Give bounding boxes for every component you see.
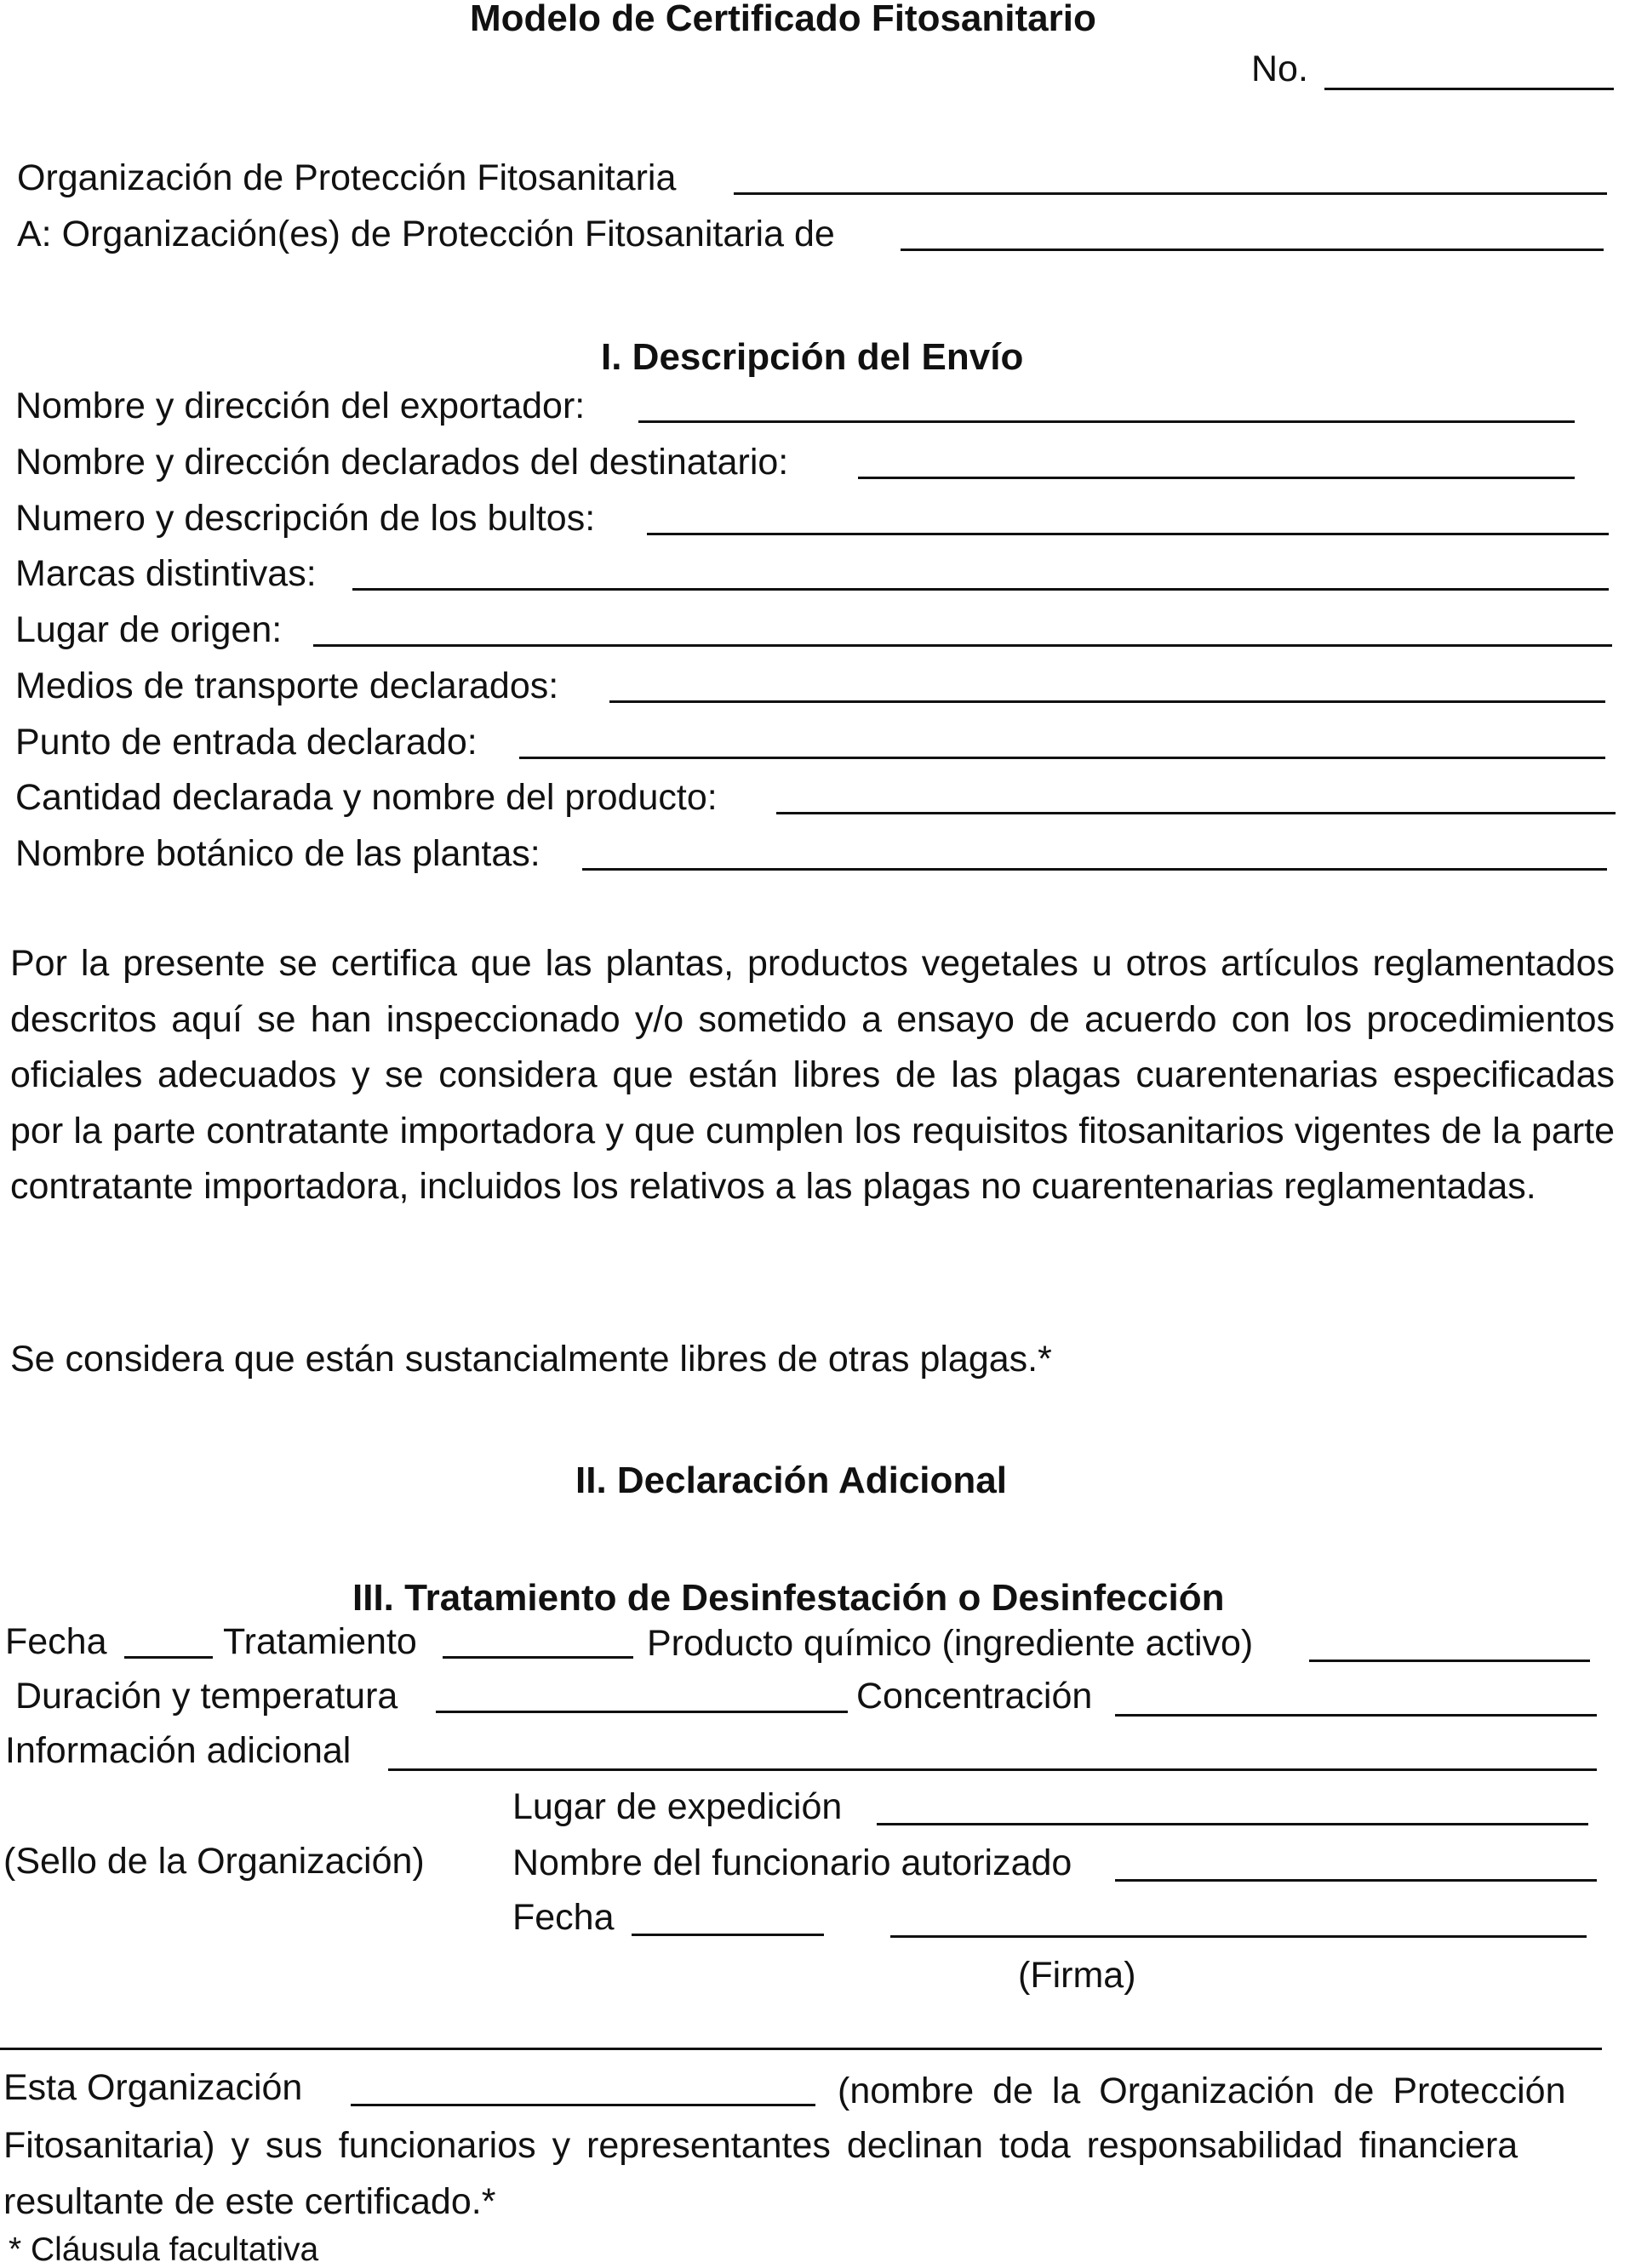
certification-statement: Por la presente se certifica que las plantas, productos vegetales u otros artículos reglamentados descritos aquí se han inspeccionado y/o sometido a ensayo de acuerdo con los procedimientos oficiales adecuados y se considera que están libres de las plagas cuarentenarias especificadas por la parte contratante importadora y que cumplen los requisitos fitosanitarios vigentes de la parte contratante importadora, incluidos los relativos a las plagas no cuarentenarias reglamentadas.: [10, 943, 1615, 1207]
disclaimer-line3: resultante de este certificado.*: [3, 2181, 496, 2222]
botanical-name-label: Nombre botánico de las plantas:: [15, 833, 540, 874]
issue-date-field[interactable]: [632, 1934, 824, 1936]
additional-info-label: Información adicional: [5, 1730, 352, 1771]
to-org-field[interactable]: [901, 249, 1604, 251]
organization-seal: (Sello de la Organización): [3, 1841, 425, 1882]
certificate-number-field[interactable]: [1324, 88, 1614, 90]
place-of-issue-field[interactable]: [877, 1823, 1588, 1825]
optional-clause-footnote: * Cláusula facultativa: [9, 2231, 319, 2268]
chemical-label: Producto químico (ingrediente activo): [647, 1623, 1254, 1664]
treatment-date-label: Fecha: [5, 1621, 107, 1662]
duration-temperature-label: Duración y temperatura: [15, 1676, 398, 1717]
section-3-heading: III. Tratamiento de Desinfestación o Desinfección: [352, 1577, 1225, 1619]
chemical-field[interactable]: [1309, 1660, 1590, 1662]
section-1-heading: I. Descripción del Envío: [601, 336, 1024, 378]
exporter-field[interactable]: [638, 420, 1575, 423]
place-of-issue-label: Lugar de expedición: [512, 1786, 843, 1827]
from-org-field[interactable]: [734, 192, 1607, 195]
transport-field[interactable]: [609, 700, 1605, 703]
marks-field[interactable]: [352, 588, 1609, 591]
authorized-officer-field[interactable]: [1115, 1879, 1597, 1882]
packages-label: Numero y descripción de los bultos:: [15, 498, 596, 539]
botanical-name-field[interactable]: [582, 868, 1607, 871]
separator-rule: [0, 2048, 1602, 2050]
concentration-label: Concentración: [856, 1676, 1093, 1717]
marks-label: Marcas distintivas:: [15, 553, 317, 594]
treatment-field[interactable]: [443, 1656, 633, 1659]
authorized-officer-label: Nombre del funcionario autorizado: [512, 1842, 1072, 1883]
disclaimer-start: Esta Organización: [3, 2067, 303, 2108]
from-org-label: Organización de Protección Fitosanitaria: [17, 157, 677, 198]
packages-field[interactable]: [647, 533, 1609, 535]
to-org-label: A: Organización(es) de Protección Fitosanitaria de: [17, 214, 835, 254]
signature-caption: (Firma): [1018, 1955, 1136, 1996]
certificate-number-label: No.: [1251, 49, 1308, 89]
disclaimer-line1-rest: (nombre de la Organización de Protección: [838, 2071, 1566, 2111]
consignee-field[interactable]: [858, 477, 1575, 479]
treatment-label: Tratamiento: [223, 1621, 417, 1662]
other-pests-statement: Se considera que están sustancialmente libres de otras plagas.*: [10, 1339, 1052, 1380]
additional-info-field[interactable]: [388, 1768, 1597, 1771]
transport-label: Medios de transporte declarados:: [15, 666, 559, 706]
document-title: Modelo de Certificado Fitosanitario: [470, 0, 1096, 39]
disclaimer-line2: Fitosanitaria) y sus funcionarios y representantes declinan toda responsabilidad financiera: [3, 2125, 1518, 2166]
quantity-product-label: Cantidad declarada y nombre del producto:: [15, 777, 718, 818]
consignee-label: Nombre y dirección declarados del destinatario:: [15, 442, 789, 483]
origin-field[interactable]: [313, 644, 1612, 647]
treatment-date-field[interactable]: [124, 1656, 213, 1659]
signature-line[interactable]: [890, 1935, 1587, 1938]
disclaimer-org-name-field[interactable]: [351, 2104, 815, 2106]
quantity-product-field[interactable]: [776, 812, 1616, 814]
entry-point-label: Punto de entrada declarado:: [15, 722, 478, 763]
section-2-heading: II. Declaración Adicional: [575, 1460, 1007, 1501]
entry-point-field[interactable]: [519, 757, 1605, 759]
duration-temperature-field[interactable]: [436, 1711, 848, 1713]
exporter-label: Nombre y dirección del exportador:: [15, 386, 586, 426]
origin-label: Lugar de origen:: [15, 609, 283, 650]
concentration-field[interactable]: [1115, 1714, 1597, 1717]
issue-date-label: Fecha: [512, 1897, 615, 1938]
